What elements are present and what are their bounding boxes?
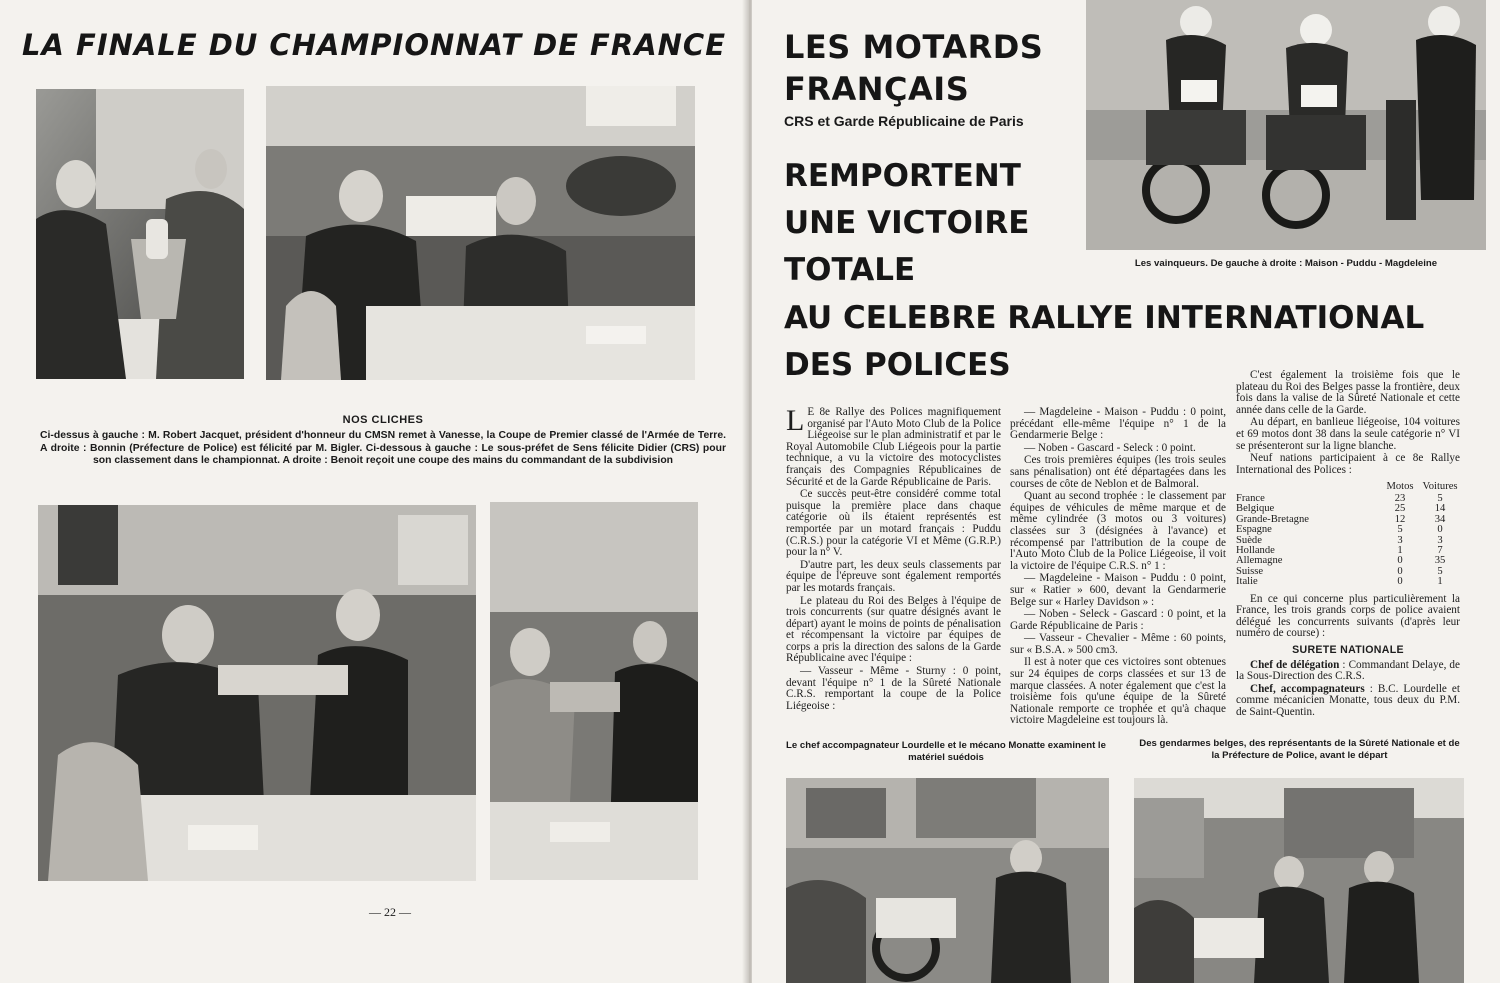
article-paragraph: — Noben - Seleck - Gascard : 0 point, et la Garde Républicaine de Paris :	[1010, 608, 1226, 632]
article-paragraph: — Magdeleine - Maison - Puddu : 0 point, précédant elle-même l'équipe n° 1 de la Gendarmerie Belge :	[1010, 406, 1226, 442]
article-paragraph: D'autre part, les deux seuls classements par équipe de l'épreuve sont également remportés par les motards français.	[786, 558, 1001, 594]
article-paragraph: Au départ, en banlieue liégeoise, 104 voitures et 69 motos dont 38 dans la seule catégorie n° VI se présenteront sur la ligne blanche.	[1236, 416, 1460, 452]
photo-benoit-receives-cup	[490, 502, 698, 880]
article-paragraph: Chef de délégation : Commandant Delaye, de la Sous-Direction des C.R.S.	[1236, 658, 1460, 683]
article-paragraph: Le plateau du Roi des Belges à l'équipe de trois concurrents (sur quatre désignés avant le départ) ayant le moins de points de pénalisation et récompensant la victoire par équipes de corps a pris la direction des salons de la Garde Républicaine avec l'équipe :	[786, 594, 1001, 665]
table-row: Italie 0 1	[1236, 576, 1443, 588]
section-heading-surete: SURETE NATIONALE	[1292, 643, 1404, 656]
article-paragraph: En ce qui concerne plus particulièrement la France, les trois grands corps de police avaient délégué les concurrents suivants (d'après leur numéro de course) :	[1236, 592, 1460, 640]
article-paragraph: — Vasseur - Chevalier - Même : 60 points, sur « B.S.A. » 500 cm3.	[1010, 632, 1226, 656]
headline-line-2: UNE VICTOIRE	[784, 205, 1030, 241]
article-paragraph: Ces trois premières équipes (les trois seules sans pénalisation) ont été départagées dans les courses de côte de Neblon et de Balmoral.	[1010, 454, 1226, 490]
right-page	[752, 0, 1500, 983]
article-paragraph: — Noben - Gascard - Seleck : 0 point.	[1024, 441, 1196, 454]
left-page	[0, 0, 748, 983]
article-paragraph: C'est également la troisième fois que le plateau du Roi des Belges passe la frontière, deux fois dans la valise de la Sûreté Nationale et cette année dans celle de la Garde.	[1236, 369, 1460, 416]
article-paragraph: — Vasseur - Même - Sturny : 0 point, devant l'équipe n° 1 de la Sûreté Nationale C.R.S. remportant la coupe de la Police Liégeoise :	[786, 665, 1001, 712]
headline-line-4: AU CELEBRE RALLYE INTERNATIONAL	[784, 300, 1425, 336]
page-number: — 22 —	[369, 905, 411, 919]
headline-line-3: TOTALE	[784, 252, 916, 288]
headline-line-1: REMPORTENT	[784, 158, 1021, 194]
drop-cap: L	[786, 404, 805, 437]
photo-lourdelle-monatte	[786, 778, 1109, 983]
caption-lourdelle-monatte: Le chef accompagnateur Lourdelle et le mécano Monatte examinent le matériel suédois	[786, 740, 1106, 763]
table-row: Hollande 1 7	[1236, 544, 1443, 556]
article-paragraph: Neuf nations participaient à ce 8e Rallye International des Polices :	[1236, 452, 1460, 476]
photo-didier-congratulated	[38, 505, 476, 881]
article-paragraph: L E 8e Rallye des Polices magnifiquement organisé par l'Auto Moto Club de la Police Liégeoise sur le plan administratif et par le Royal Automobile Club Liégeois pour la partie technique, a vu la victoire des motocyclistes français des Compagnies Républicaines de Sécurité et de la Garde Républicaine de Paris.	[786, 404, 1001, 488]
table-row: Grande-Bretagne 12 34	[1236, 513, 1446, 525]
headline-les-motards: LES MOTARDS	[784, 28, 1044, 66]
nations-table-header	[1236, 480, 1460, 494]
article-paragraph: — Magdeleine - Maison - Puddu : 0 point, sur « Ratier » 600, devant la Gendarmerie Belge sur « Harley Davidson » :	[1010, 572, 1226, 608]
caption-belgian-gendarmes: Des gendarmes belges, des représentants de la Sûreté Nationale et de la Préfecture de Police, avant le départ	[1139, 738, 1460, 761]
article-paragraph: Chef, accompagnateurs : B.C. Lourdelle et comme mécanicien Monatte, tous deux du P.M. de Saint-Quentin.	[1236, 682, 1460, 718]
nations-table	[1236, 480, 1460, 587]
photo-bonnin-congratulated	[266, 86, 695, 380]
article-paragraph: Il est à noter que ces victoires sont obtenues sur 24 équipes de corps classées et sur 13 de marque classées. A noter également que c'est la troisième fois qu'une équipe de la Sûreté Nationale remporte ce trophée et qu'à chaque victoire Magdeleine est toujours là.	[1010, 656, 1226, 727]
table-row: Allemagne 0 35	[1236, 555, 1446, 567]
article-column-1	[786, 404, 1001, 713]
table-row: Suisse 0 5	[1236, 565, 1443, 577]
article-column-3	[1236, 370, 1460, 720]
article-paragraph: Quant au second trophée : le classement par équipes de véhicules de même marque et de même cylindrée (3 motos ou 3 voitures) classées sur 3 (désignées à l'avance) et récompensé par l'attribution de la coupe de l'Auto Moto Club de la Police Liégeoise, il voit la victoire de l'équipe C.R.S. n° 1 :	[1010, 490, 1226, 572]
table-row: Espagne 5 0	[1236, 524, 1443, 536]
photo-winners-motorcycles	[1086, 0, 1486, 250]
headline-francais: FRANÇAIS	[784, 70, 970, 108]
headline-line-5: DES POLICES	[784, 347, 1011, 383]
caption-text: Ci-dessus à gauche : M. Robert Jacquet, président d'honneur du CMSN remet à Vanesse, la Coupe de Premier classé de l'Armée de Terre. A droite : Bonnin (Préfecture de Police) est félicité par M. Bigler. Ci-dessous à gauche : Le sous-préfet de Sens félicite Didier (CRS) pour son classement dans le championnat. A droite : Benoit reçoit une coupe des mains du commandant de la subdivision	[40, 430, 726, 466]
header-motos: Motos	[1386, 481, 1414, 493]
photo-belgian-gendarmes-departure	[1134, 778, 1464, 983]
caption-heading: NOS CLICHES	[342, 414, 424, 426]
left-page-title: LA FINALE DU CHAMPIONNAT DE FRANCE	[22, 28, 727, 62]
article-column-2	[1010, 407, 1226, 728]
table-row: Suède 3 3	[1236, 534, 1443, 546]
subheadline: CRS et Garde Républicaine de Paris	[784, 113, 1024, 129]
table-row: Belgique 25 14	[1236, 503, 1446, 515]
caption-winners: Les vainqueurs. De gauche à droite : Maison - Puddu - Magdeleine	[1134, 258, 1438, 269]
table-row: France 23 5	[1236, 492, 1443, 504]
photo-trophy-presentation-jacquet	[36, 89, 244, 379]
header-voitures: Voitures	[1422, 481, 1458, 493]
article-paragraph: Ce succès peut-être considéré comme total puisque la première place dans chaque catégorie où ils étaient représentés est remportée par un motard français : Puddu (C.R.S.) pour la catégorie VI et Même (G.R.P.) pour la n° V.	[786, 488, 1001, 559]
